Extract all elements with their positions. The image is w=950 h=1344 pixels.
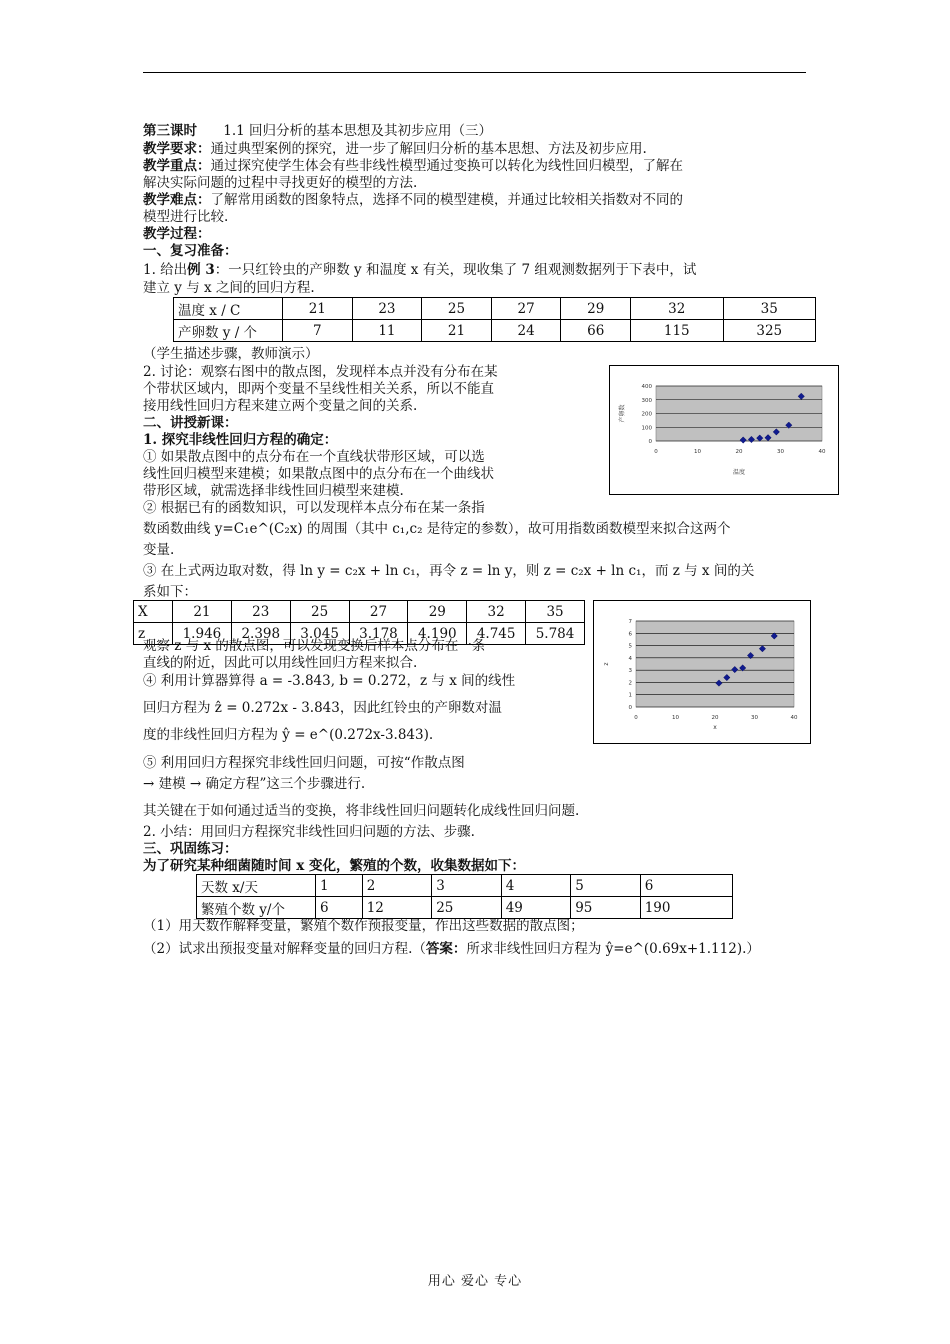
- discussion-line: 个带状区域内，即两个变量不呈线性相关关系，所以不能直: [143, 381, 494, 397]
- x-tick-label: 10: [694, 449, 701, 455]
- example-text: ：一只红铃虫的产卵数 y 和温度 x 有关，现收集了 7 组观测数据列于下表中，试: [214, 262, 697, 278]
- table-temperature-eggs: [173, 297, 816, 342]
- example3-line2: 建立 y 与 x 之间的回归方程.: [143, 280, 315, 296]
- discussion-line: 接用线性回归方程来建立两个变量之间的关系.: [143, 398, 418, 414]
- x-tick-label: 30: [777, 449, 784, 455]
- lesson-title-text: 1.1 回归分析的基本思想及其初步应用（三）: [223, 123, 493, 139]
- paragraph-line: 变量.: [143, 542, 175, 558]
- cell: 2.398: [231, 623, 290, 645]
- req-label: 教学难点：: [143, 192, 211, 208]
- plot-area: [636, 621, 794, 707]
- table-row: [174, 298, 816, 320]
- y-tick-label: 6: [628, 631, 632, 638]
- y-tick-label: 400: [641, 384, 652, 390]
- cell: 3.178: [349, 623, 408, 645]
- cell: 2: [362, 875, 432, 897]
- cell: 1: [316, 875, 363, 897]
- answer-text: 所求非线性回归方程为 ŷ=e^(0.69x+1.112).）: [466, 941, 760, 957]
- chart-svg: [610, 366, 838, 494]
- x-axis-label: 温度: [732, 469, 746, 476]
- req-text: 了解常用函数的图象特点，选择不同的模型建模，并通过比较相关指数对不同的: [210, 192, 683, 208]
- subsection-heading: 1. 探究非线性回归方程的确定：: [143, 432, 338, 448]
- y-tick-label: 300: [641, 397, 652, 404]
- row-label: 温度 x / C: [174, 298, 283, 320]
- discussion-line: 2. 讨论：观察右图中的散点图，发现样本点并没有分布在某: [143, 364, 498, 380]
- x-tick-label: 0: [654, 449, 658, 455]
- x-tick-label: 40: [790, 715, 798, 721]
- y-tick-label: 2: [628, 680, 632, 687]
- req-line-4: [143, 209, 228, 226]
- question-2-text: （2）试求出预报变量对解释变量的回归方程.（: [143, 941, 426, 957]
- section1-heading: 一、复习准备：: [143, 243, 238, 259]
- req-text: 通过典型案例的探究，进一步了解回归分析的基本思想、方法及初步应用.: [210, 141, 647, 157]
- cell: 4.745: [467, 623, 526, 645]
- paragraph-line: → 建模 → 确定方程”这三个步骤进行.: [143, 776, 366, 792]
- paragraph-line: 回归方程为 ẑ = 0.272x - 3.843，因此红铃虫的产卵数对温: [143, 700, 502, 716]
- y-tick-label: 1: [628, 692, 632, 699]
- cell: 190: [640, 897, 732, 919]
- cell: 11: [352, 320, 422, 342]
- cell: 21: [173, 601, 232, 623]
- table-row: [197, 897, 733, 919]
- cell: 23: [231, 601, 290, 623]
- req-label: 教学过程：: [143, 226, 211, 242]
- paragraph-line: 数函数曲线 y=C₁e^(C₂x) 的周围（其中 c₁,c₂ 是待定的参数），故可用指数函数模型来拟合这两个: [143, 521, 731, 537]
- row-label: z: [134, 623, 173, 645]
- lesson-title-bold: 第三课时: [143, 123, 197, 139]
- question-2: [143, 941, 760, 958]
- row-label: 产卵数 y / 个: [174, 320, 283, 342]
- cell: 3.045: [290, 623, 349, 645]
- cell: 115: [631, 320, 723, 342]
- cell: 66: [561, 320, 631, 342]
- y-tick-label: 3: [628, 668, 632, 675]
- note-line: （学生描述步骤，教师演示）: [143, 346, 319, 362]
- scatter-chart-z: [593, 600, 811, 744]
- paragraph-line: ⑤ 利用回归方程探究非线性回归问题，可按“作散点图: [143, 755, 465, 771]
- example-label: 例 3: [187, 262, 215, 278]
- chart-svg: [594, 601, 810, 743]
- paragraph-line: ① 如果散点图中的点分布在一个直线状带形区域，可以选: [143, 449, 485, 465]
- req-line-5: [143, 226, 211, 243]
- cell: 3: [432, 875, 502, 897]
- cell: 4.190: [408, 623, 467, 645]
- cell: 32: [467, 601, 526, 623]
- question-1: （1）用天数作解释变量，繁殖个数作预报变量，作出这些数据的散点图；: [143, 918, 584, 934]
- cell: 27: [491, 298, 561, 320]
- cell: 49: [501, 897, 571, 919]
- paragraph-line: 系如下：: [143, 584, 197, 600]
- y-tick-label: 5: [628, 643, 632, 650]
- req-text: 模型进行比较.: [143, 209, 229, 225]
- paragraph-line: 观察 z 与 x 的散点图，可以发现变换后样本点分布在一条: [143, 638, 486, 654]
- cell: 29: [408, 601, 467, 623]
- x-tick-label: 30: [751, 715, 758, 721]
- example3-line1: [143, 262, 696, 279]
- x-tick-label: 0: [634, 715, 638, 721]
- cell: 21: [283, 298, 353, 320]
- cell: 29: [561, 298, 631, 320]
- req-text: 解决实际问题的过程中寻找更好的模型的方法.: [143, 175, 418, 191]
- table-row: [174, 320, 816, 342]
- paragraph-line: 直线的附近，因此可以用线性回归方程来拟合.: [143, 655, 418, 671]
- cell: 6: [640, 875, 732, 897]
- req-line-2: [143, 175, 417, 192]
- cell: 95: [571, 897, 641, 919]
- page-footer: 用心 爱心 专心: [427, 1274, 523, 1289]
- x-tick-label: 20: [711, 715, 719, 721]
- table-row: [197, 875, 733, 897]
- exercise-intro: 为了研究某种细菌随时间 x 变化，繁殖的个数，收集数据如下：: [143, 858, 525, 874]
- paragraph-line: 带形区域，就需选择非线性回归模型来建模.: [143, 483, 404, 499]
- x-tick-label: 20: [735, 449, 743, 455]
- cell: 25: [290, 601, 349, 623]
- paragraph-line: 其关键在于如何通过适当的变换，将非线性回归问题转化成线性回归问题.: [143, 803, 580, 819]
- cell: 7: [283, 320, 353, 342]
- cell: 32: [631, 298, 723, 320]
- cell: 5: [571, 875, 641, 897]
- cell: 25: [422, 298, 492, 320]
- y-axis-label: z: [603, 662, 610, 666]
- row-label: X: [134, 601, 173, 623]
- table-bacteria: [196, 874, 733, 919]
- req-line-3: [143, 192, 683, 209]
- cell: 27: [349, 601, 408, 623]
- paragraph-line: ④ 利用计算器算得 a = -3.843, b = 0.272，z 与 x 间的线性: [143, 673, 516, 689]
- y-tick-label: 200: [641, 411, 652, 418]
- y-axis-label: 产卵数: [619, 404, 626, 423]
- cell: 12: [362, 897, 432, 919]
- y-tick-label: 0: [648, 439, 652, 445]
- cell: 24: [491, 320, 561, 342]
- y-tick-label: 100: [641, 425, 652, 432]
- cell: 35: [526, 601, 585, 623]
- req-label: 教学要求：: [143, 141, 211, 157]
- x-tick-label: 10: [672, 715, 679, 721]
- y-tick-label: 0: [628, 705, 632, 711]
- section2-heading: 二、讲授新课：: [143, 415, 238, 431]
- x-axis-label: x: [713, 724, 717, 731]
- top-rule: [143, 72, 806, 73]
- cell: 6: [316, 897, 363, 919]
- req-text: 通过探究使学生体会有些非线性模型通过变换可以转化为线性回归模型，了解在: [210, 158, 683, 174]
- paragraph-line: 线性回归模型来建模；如果散点图中的点分布在一个曲线状: [143, 466, 494, 482]
- paragraph-line: ③ 在上式两边取对数，得 ln y = c₂x + ln c₁，再令 z = ln y，则 z = c₂x + ln c₁，而 z 与 x 间的关: [143, 563, 755, 579]
- req-line-1: [143, 158, 683, 175]
- example-pre: 1. 给出: [143, 262, 188, 278]
- req-label: 教学重点：: [143, 158, 211, 174]
- cell: 325: [723, 320, 816, 342]
- paragraph-line: 度的非线性回归方程为 ŷ = e^(0.272x-3.843).: [143, 727, 434, 743]
- cell: 21: [422, 320, 492, 342]
- cell: 1.946: [173, 623, 232, 645]
- cell: 25: [432, 897, 502, 919]
- cell: 4: [501, 875, 571, 897]
- cell: 23: [352, 298, 422, 320]
- row-label: 天数 x/天: [197, 875, 316, 897]
- x-tick-label: 40: [818, 449, 826, 455]
- summary-line: 2. 小结：用回归方程探究非线性回归问题的方法、步骤.: [143, 824, 475, 840]
- cell: 5.784: [526, 623, 585, 645]
- paragraph-line: ② 根据已有的函数知识，可以发现样本点分布在某一条指: [143, 500, 485, 516]
- req-line-0: [143, 141, 647, 158]
- scatter-chart-eggs: [609, 365, 839, 495]
- lesson-title: [143, 123, 492, 140]
- y-tick-label: 7: [628, 619, 632, 625]
- table-row: [134, 601, 585, 623]
- section3-heading: 三、巩固练习：: [143, 841, 238, 857]
- y-tick-label: 4: [628, 655, 632, 662]
- row-label: 繁殖个数 y/个: [197, 897, 316, 919]
- cell: 35: [723, 298, 816, 320]
- answer-label: 答案：: [425, 941, 467, 957]
